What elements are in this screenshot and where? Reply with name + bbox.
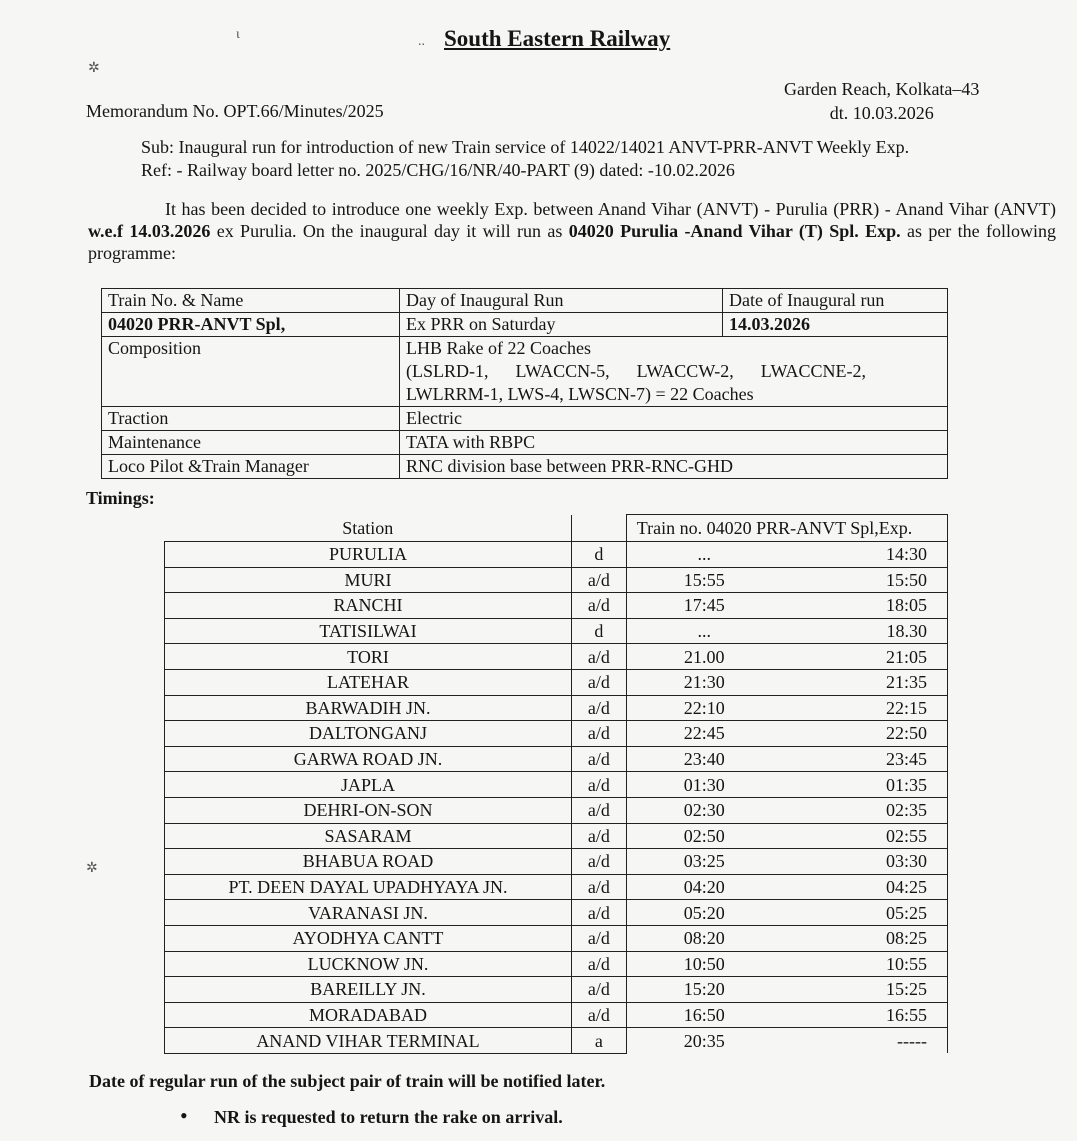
station-cell: PURULIA [165,542,572,568]
bullet-icon: • [180,1103,188,1128]
timings-row [165,797,948,823]
arrival-time-cell: 20:35 [626,1028,781,1054]
timings-row [165,644,948,670]
station-cell: TATISILWAI [165,618,572,644]
timings-table [164,514,948,1054]
info-header-day: Day of Inaugural Run [400,289,723,313]
scan-mark-icon: ι [236,27,240,42]
info-maintenance-value: TATA with RBPC [400,431,948,455]
departure-time-cell: 01:35 [782,772,948,798]
timings-row [165,951,948,977]
timings-header-train: Train no. 04020 PRR-ANVT Spl,Exp. [626,515,947,542]
arr-dep-flag-cell: a/d [571,567,626,593]
subject-line: Sub: Inaugural run for introduction of new Train service of 14022/14021 ANVT-PRR-ANVT Weekly Exp. [141,137,910,157]
timings-row [165,900,948,926]
arrival-time-cell: ... [626,618,781,644]
info-crew-label: Loco Pilot &Train Manager [102,455,400,479]
arr-dep-flag-cell: a/d [571,669,626,695]
info-header-row [102,289,948,313]
departure-time-cell: 22:50 [782,721,948,747]
departure-time-cell: 03:30 [782,849,948,875]
timings-row [165,695,948,721]
departure-time-cell: 21:05 [782,644,948,670]
info-traction-row [102,407,948,431]
info-traction-value: Electric [400,407,948,431]
arr-dep-flag-cell: a/d [571,977,626,1003]
departure-time-cell: 08:25 [782,925,948,951]
departure-time-cell: 15:25 [782,977,948,1003]
arrival-time-cell: 21.00 [626,644,781,670]
composition-line: LHB Rake of 22 Coaches [406,338,591,358]
info-run-date: 14.03.2026 [723,313,948,337]
info-header-train: Train No. & Name [102,289,400,313]
timings-row [165,669,948,695]
arr-dep-flag-cell: a/d [571,1002,626,1028]
departure-time-cell: 22:15 [782,695,948,721]
station-cell: BARWADIH JN. [165,695,572,721]
arr-dep-flag-cell: a/d [571,849,626,875]
departure-time-cell: 18.30 [782,618,948,644]
departure-time-cell: 05:25 [782,900,948,926]
timings-row [165,772,948,798]
station-cell: MURI [165,567,572,593]
arr-dep-flag-cell: a/d [571,951,626,977]
station-cell: VARANASI JN. [165,900,572,926]
office-address [784,77,979,125]
timings-row [165,542,948,568]
arrival-time-cell: 03:25 [626,849,781,875]
timings-row [165,567,948,593]
arrival-time-cell: 22:10 [626,695,781,721]
arr-dep-flag-cell: a/d [571,772,626,798]
arrival-time-cell: 21:30 [626,669,781,695]
departure-time-cell: 16:55 [782,1002,948,1028]
station-cell: BAREILLY JN. [165,977,572,1003]
arrival-time-cell: 01:30 [626,772,781,798]
info-crew-value: RNC division base between PRR-RNC-GHD [400,455,948,479]
departure-time-cell: 21:35 [782,669,948,695]
station-cell: ANAND VIHAR TERMINAL [165,1028,572,1054]
info-composition-row [102,337,948,407]
arrival-time-cell: 10:50 [626,951,781,977]
arrival-time-cell: 05:20 [626,900,781,926]
inaugural-info-table [101,288,948,479]
arr-dep-flag-cell: a/d [571,593,626,619]
intro-paragraph [88,198,1056,264]
arr-dep-flag-cell: a/d [571,746,626,772]
station-cell: DALTONGANJ [165,721,572,747]
info-run-day: Ex PRR on Saturday [400,313,723,337]
arrival-time-cell: 04:20 [626,874,781,900]
arr-dep-flag-cell: a/d [571,900,626,926]
intro-text-1: It has been decided to introduce one weekly Exp. between Anand Vihar (ANVT) - Purulia (PRR) - Anand Vihar (ANVT) [165,199,1056,219]
arrival-time-cell: 08:20 [626,925,781,951]
departure-time-cell: 10:55 [782,951,948,977]
composition-line: (LSLRD-1, LWACCN-5, LWACCW-2, LWACCNE-2, [406,361,866,381]
timings-row [165,746,948,772]
reference-line: Ref: - Railway board letter no. 2025/CHG/16/NR/40-PART (9) dated: -10.02.2026 [141,160,735,180]
timings-row [165,721,948,747]
arrival-time-cell: 15:55 [626,567,781,593]
station-cell: PT. DEEN DAYAL UPADHYAYA JN. [165,874,572,900]
timings-header-station: Station [165,515,572,542]
arrival-time-cell: ... [626,542,781,568]
timings-row [165,925,948,951]
memorandum-number: Memorandum No. OPT.66/Minutes/2025 [86,101,384,121]
station-cell: SASARAM [165,823,572,849]
timings-label: Timings: [86,488,155,508]
document-title: South Eastern Railway [444,26,671,51]
intro-effective-date: w.e.f 14.03.2026 [88,221,211,241]
station-cell: DEHRI-ON-SON [165,797,572,823]
arr-dep-flag-cell: a/d [571,721,626,747]
scan-mark-icon: ✲ [86,861,98,876]
timings-header-blank [571,515,626,542]
station-cell: TORI [165,644,572,670]
timings-row [165,849,948,875]
departure-time-cell: 18:05 [782,593,948,619]
memo-date: dt. 10.03.2026 [829,103,934,123]
arr-dep-flag-cell: a/d [571,644,626,670]
arr-dep-flag-cell: a/d [571,797,626,823]
station-cell: JAPLA [165,772,572,798]
arrival-time-cell: 02:50 [626,823,781,849]
arrival-time-cell: 02:30 [626,797,781,823]
timings-row [165,823,948,849]
departure-time-cell: 04:25 [782,874,948,900]
address-line: Garden Reach, Kolkata–43 [784,79,980,99]
info-train-row [102,313,948,337]
arr-dep-flag-cell: a/d [571,925,626,951]
scan-mark-icon: ✲ [88,61,100,76]
departure-time-cell: 15:50 [782,567,948,593]
composition-line: LWLRRM-1, LWS-4, LWSCN-7) = 22 Coaches [406,384,754,404]
station-cell: AYODHYA CANTT [165,925,572,951]
info-composition-value [400,337,948,407]
timings-row [165,1028,948,1054]
timings-row [165,874,948,900]
station-cell: LATEHAR [165,669,572,695]
departure-time-cell: 02:35 [782,797,948,823]
arrival-time-cell: 15:20 [626,977,781,1003]
arr-dep-flag-cell: a [571,1028,626,1054]
arrival-time-cell: 22:45 [626,721,781,747]
info-train-name: 04020 PRR-ANVT Spl, [102,313,400,337]
station-cell: MORADABAD [165,1002,572,1028]
rake-return-note: NR is requested to return the rake on arrival. [214,1107,563,1127]
intro-text-2: ex Purulia. On the inaugural day it will run as [210,221,569,241]
arrival-time-cell: 16:50 [626,1002,781,1028]
scan-mark-icon: .. [418,34,425,49]
info-header-date: Date of Inaugural run [723,289,948,313]
timings-row [165,977,948,1003]
arrival-time-cell: 17:45 [626,593,781,619]
arr-dep-flag-cell: d [571,542,626,568]
arr-dep-flag-cell: a/d [571,695,626,721]
station-cell: LUCKNOW JN. [165,951,572,977]
timings-header-row [165,515,948,542]
departure-time-cell: 23:45 [782,746,948,772]
regular-run-note: Date of regular run of the subject pair of train will be notified later. [89,1071,606,1091]
timings-row [165,593,948,619]
info-crew-row [102,455,948,479]
arr-dep-flag-cell: a/d [571,874,626,900]
departure-time-cell: 14:30 [782,542,948,568]
departure-time-cell: 02:55 [782,823,948,849]
arrival-time-cell: 23:40 [626,746,781,772]
timings-body [165,542,948,1054]
intro-train-name: 04020 Purulia -Anand Vihar (T) Spl. Exp. [568,221,901,241]
station-cell: GARWA ROAD JN. [165,746,572,772]
station-cell: BHABUA ROAD [165,849,572,875]
departure-time-cell: ----- [782,1028,948,1054]
info-composition-label: Composition [102,337,400,407]
arr-dep-flag-cell: a/d [571,823,626,849]
info-maintenance-label: Maintenance [102,431,400,455]
station-cell: RANCHI [165,593,572,619]
intro-text-3: as per the following programme: [88,221,1056,263]
arr-dep-flag-cell: d [571,618,626,644]
timings-row [165,618,948,644]
info-traction-label: Traction [102,407,400,431]
timings-row [165,1002,948,1028]
info-maintenance-row [102,431,948,455]
